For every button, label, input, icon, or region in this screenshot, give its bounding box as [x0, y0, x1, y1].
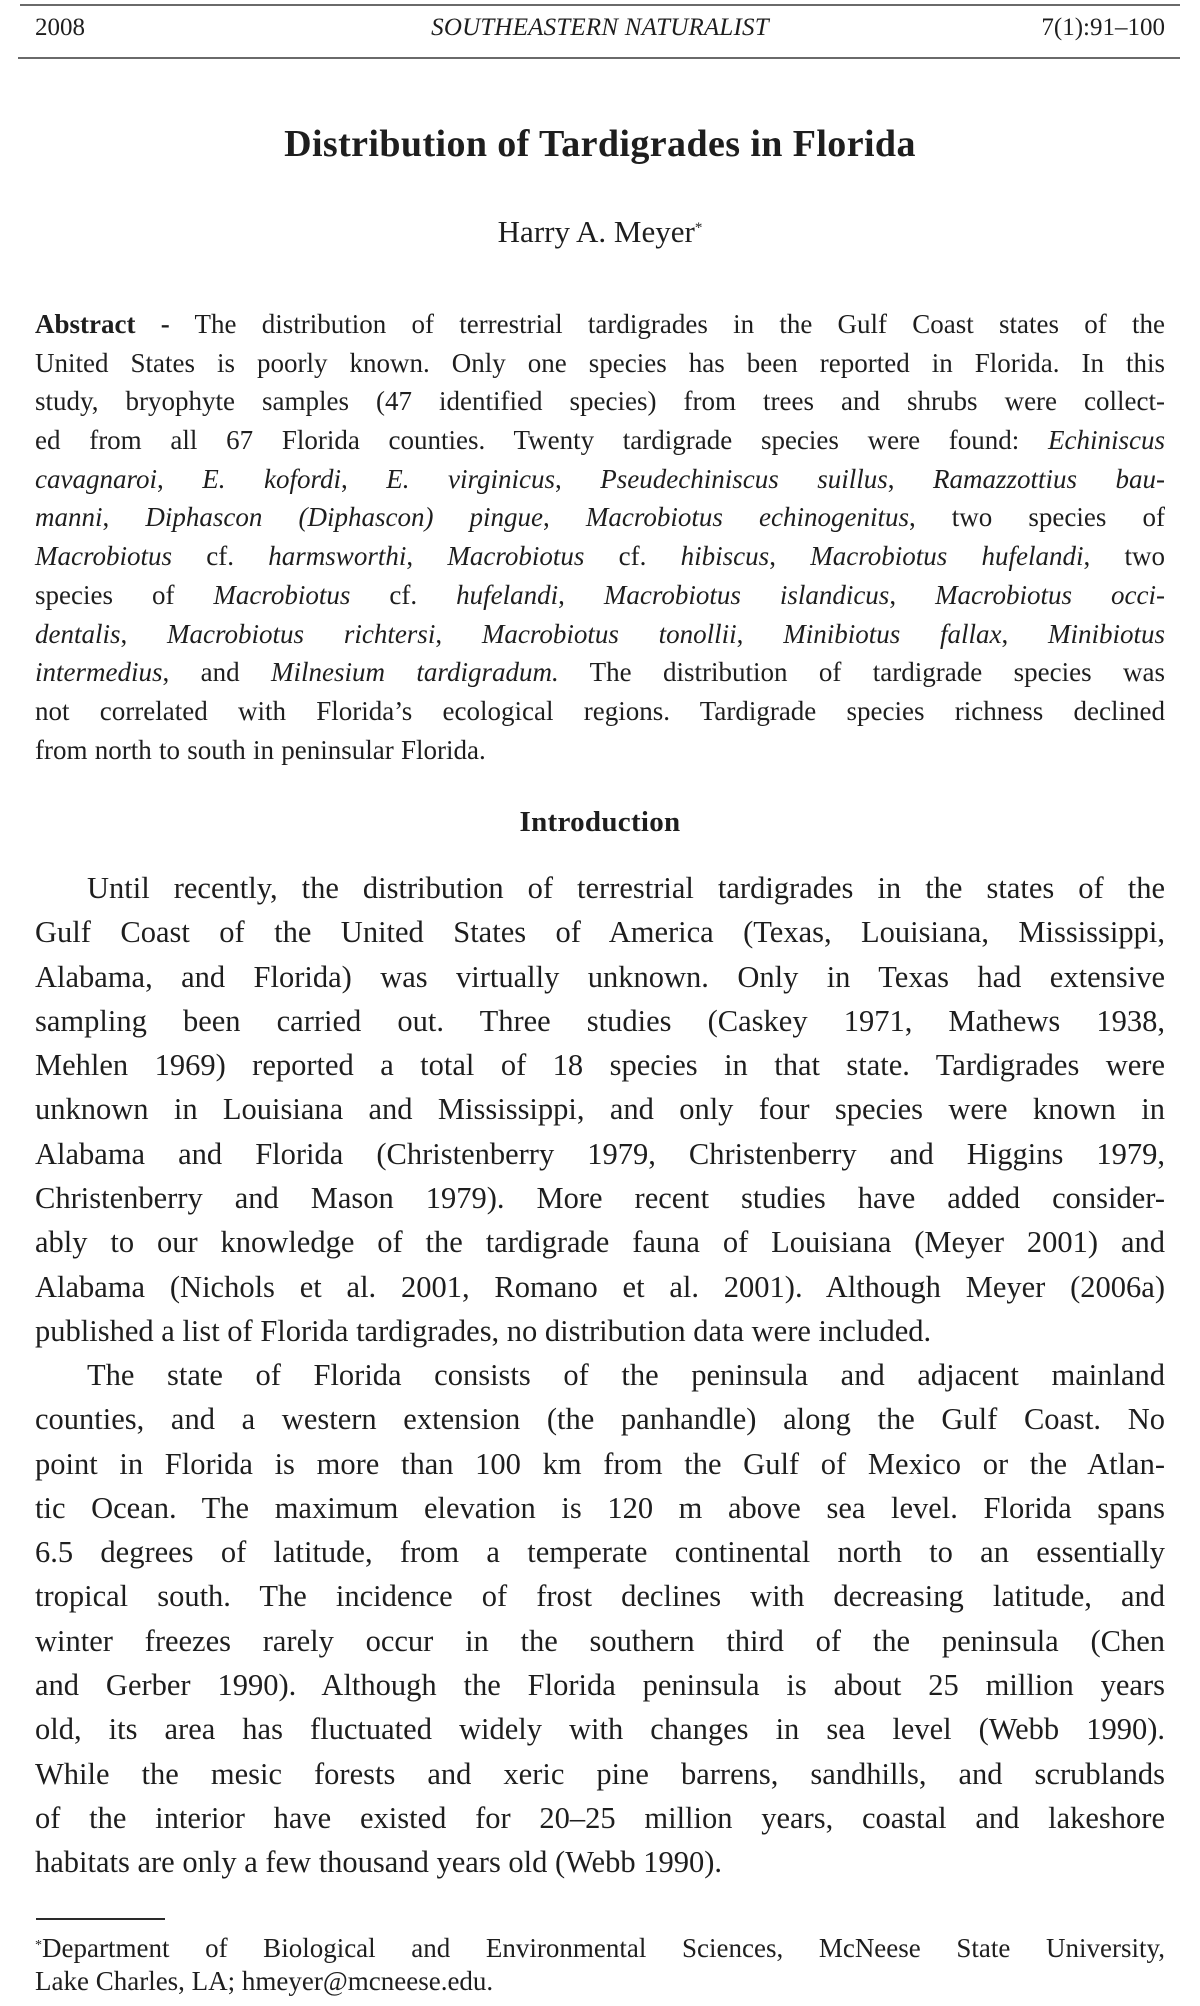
author-name: Harry A. Meyer: [497, 214, 695, 249]
footnote: [35, 1932, 1165, 1998]
article-title: Distribution of Tardigrades in Florida: [284, 123, 916, 165]
abstract-line: not correlated with Florida’s ecological regions. Tardigrade species richness declined: [35, 695, 1165, 726]
body-line: published a list of Florida tardigrades, no distribution data were included.: [35, 1313, 932, 1348]
species-name: Macrobiotus: [35, 541, 172, 572]
species-name: E. virginicus: [386, 463, 555, 494]
species-name: Macrobiotus richtersi: [167, 618, 436, 649]
body-line: tropical south. The incidence of frost declines with decreasing latitude, and: [35, 1579, 1165, 1614]
footnote-line: [35, 1965, 1165, 1998]
footnote-line: *Department of Biological and Environmental Sciences, McNeese State University,: [35, 1933, 1165, 1963]
footnote-email: Lake Charles, LA; hmeyer@mcneese.edu.: [35, 1966, 494, 1996]
species-name: hufelandi: [456, 579, 559, 610]
body-line: habitats are only a few thousand years old (Webb 1990).: [35, 1845, 722, 1880]
body-line: tic Ocean. The maximum elevation is 120 m above sea level. Florida spans: [35, 1490, 1165, 1525]
author-footnote-mark: *: [694, 220, 703, 236]
abstract: [35, 305, 1165, 769]
species-name: Minibiotus: [1048, 618, 1166, 649]
abstract-line: manni, Diphascon (Diphascon) pingue, Macrobiotus echinogenitus, two species of: [35, 502, 1165, 533]
species-name: Macrobiotus echinogenitus: [585, 502, 909, 533]
header-bottom-rule: [18, 57, 1180, 59]
species-name: Macrobiotus: [447, 541, 585, 572]
abstract-line: from north to south in peninsular Florida.: [35, 734, 486, 765]
species-name: Ramazzottius bau-: [933, 463, 1166, 494]
body-line: Alabama (Nichols et al. 2001, Romano et al. 2001). Although Meyer (2006a): [35, 1269, 1165, 1304]
body-line: of the interior have existed for 20–25 million years, coastal and lakeshore: [35, 1800, 1165, 1835]
abstract-line: cavagnaroi, E. kofordi, E. virginicus, Pseudechiniscus suillus, Ramazzottius bau-: [35, 463, 1166, 494]
footnote-rule: [36, 1918, 165, 1920]
species-name: Minibiotus fallax: [783, 618, 1002, 649]
species-name: intermedius: [35, 657, 163, 688]
species-name: dentalis: [35, 618, 121, 649]
body-line: winter freezes rarely occur in the southern third of the peninsula (Chen: [35, 1623, 1165, 1658]
header-top-rule: [20, 4, 1180, 6]
body-line: While the mesic forests and xeric pine barrens, sandhills, and scrublands: [35, 1756, 1165, 1791]
body-line: Gulf Coast of the United States of America (Texas, Louisiana, Mississippi,: [35, 915, 1165, 950]
species-name: Macrobiotus hufelandi: [810, 541, 1084, 572]
introduction-paragraph-1: [35, 866, 1165, 1353]
abstract-label: Abstract -: [35, 309, 170, 339]
introduction-paragraph-2: [35, 1353, 1165, 1885]
body-line: Christenberry and Mason 1979). More recent studies have added consider-: [35, 1181, 1165, 1216]
body-line: counties, and a western extension (the panhandle) along the Gulf Coast. No: [35, 1402, 1165, 1437]
species-name: Echiniscus: [1048, 425, 1165, 456]
species-name: Macrobiotus occi-: [935, 579, 1165, 610]
body-line: point in Florida is more than 100 km from the Gulf of Mexico or the Atlan-: [35, 1446, 1165, 1481]
body-line: Mehlen 1969) reported a total of 18 species in that state. Tardigrades were: [35, 1048, 1165, 1083]
body-line: old, its area has fluctuated widely with changes in sea level (Webb 1990).: [35, 1712, 1165, 1747]
abstract-line: United States is poorly known. Only one species has been reported in Florida. In this: [35, 347, 1165, 378]
author-line: [0, 212, 1200, 252]
abstract-line: Macrobiotus cf. harmsworthi, Macrobiotus cf. hibiscus, Macrobiotus hufelandi, two: [35, 541, 1166, 572]
footnote-mark: *: [35, 1938, 42, 1953]
species-name: hibiscus: [680, 541, 770, 572]
species-name: cavagnaroi: [35, 463, 157, 494]
abstract-line: ed from all 67 Florida counties. Twenty tardigrade species were found: Echiniscus: [35, 425, 1165, 456]
species-name: Macrobiotus: [213, 579, 351, 610]
abstract-line: intermedius, and Milnesium tardigradum. The distribution of tardigrade species was: [35, 657, 1166, 688]
abstract-line: dentalis, Macrobiotus richtersi, Macrobiotus tonollii, Minibiotus fallax, Minibiotus: [35, 618, 1166, 649]
body-line: ably to our knowledge of the tardigrade fauna of Louisiana (Meyer 2001) and: [35, 1225, 1165, 1260]
body-line: Alabama and Florida (Christenberry 1979, Christenberry and Higgins 1979,: [35, 1136, 1165, 1171]
species-name: E. kofordi: [202, 463, 341, 494]
abstract-line: Abstract - The distribution of terrestrial tardigrades in the Gulf Coast states of the: [35, 309, 1165, 339]
body-line: and Gerber 1990). Although the Florida peninsula is about 25 million years: [35, 1668, 1165, 1703]
species-name: Macrobiotus islandicus: [603, 579, 890, 610]
running-head-year: 2008: [35, 14, 85, 41]
abstract-line: species of Macrobiotus cf. hufelandi, Macrobiotus islandicus, Macrobiotus occi-: [35, 579, 1165, 610]
running-head-volume-pages: 7(1):91–100: [1041, 14, 1165, 41]
body-line: Until recently, the distribution of terrestrial tardigrades in the states of the: [87, 871, 1165, 905]
section-heading-introduction: Introduction: [519, 806, 681, 838]
running-head-journal: SOUTHEASTERN NATURALIST: [431, 14, 769, 41]
body-line: The state of Florida consists of the peninsula and adjacent mainland: [87, 1358, 1165, 1392]
species-name: manni: [35, 502, 103, 533]
body-line: 6.5 degrees of latitude, from a temperate continental north to an essentially: [35, 1535, 1165, 1570]
body-line: sampling been carried out. Three studies (Caskey 1971, Mathews 1938,: [35, 1003, 1165, 1038]
abstract-line: study, bryophyte samples (47 identified species) from trees and shrubs were collect-: [35, 386, 1165, 417]
species-name: Pseudechiniscus suillus: [600, 463, 888, 494]
body-line: unknown in Louisiana and Mississippi, and only four species were known in: [35, 1092, 1165, 1127]
body-line: Alabama, and Florida) was virtually unknown. Only in Texas had extensive: [35, 959, 1165, 994]
species-name: Diphascon (Diphascon) pingue: [145, 502, 544, 533]
species-name: Milnesium tardigradum.: [271, 657, 559, 688]
species-name: harmsworthi: [268, 541, 407, 572]
species-name: Macrobiotus tonollii: [481, 618, 737, 649]
